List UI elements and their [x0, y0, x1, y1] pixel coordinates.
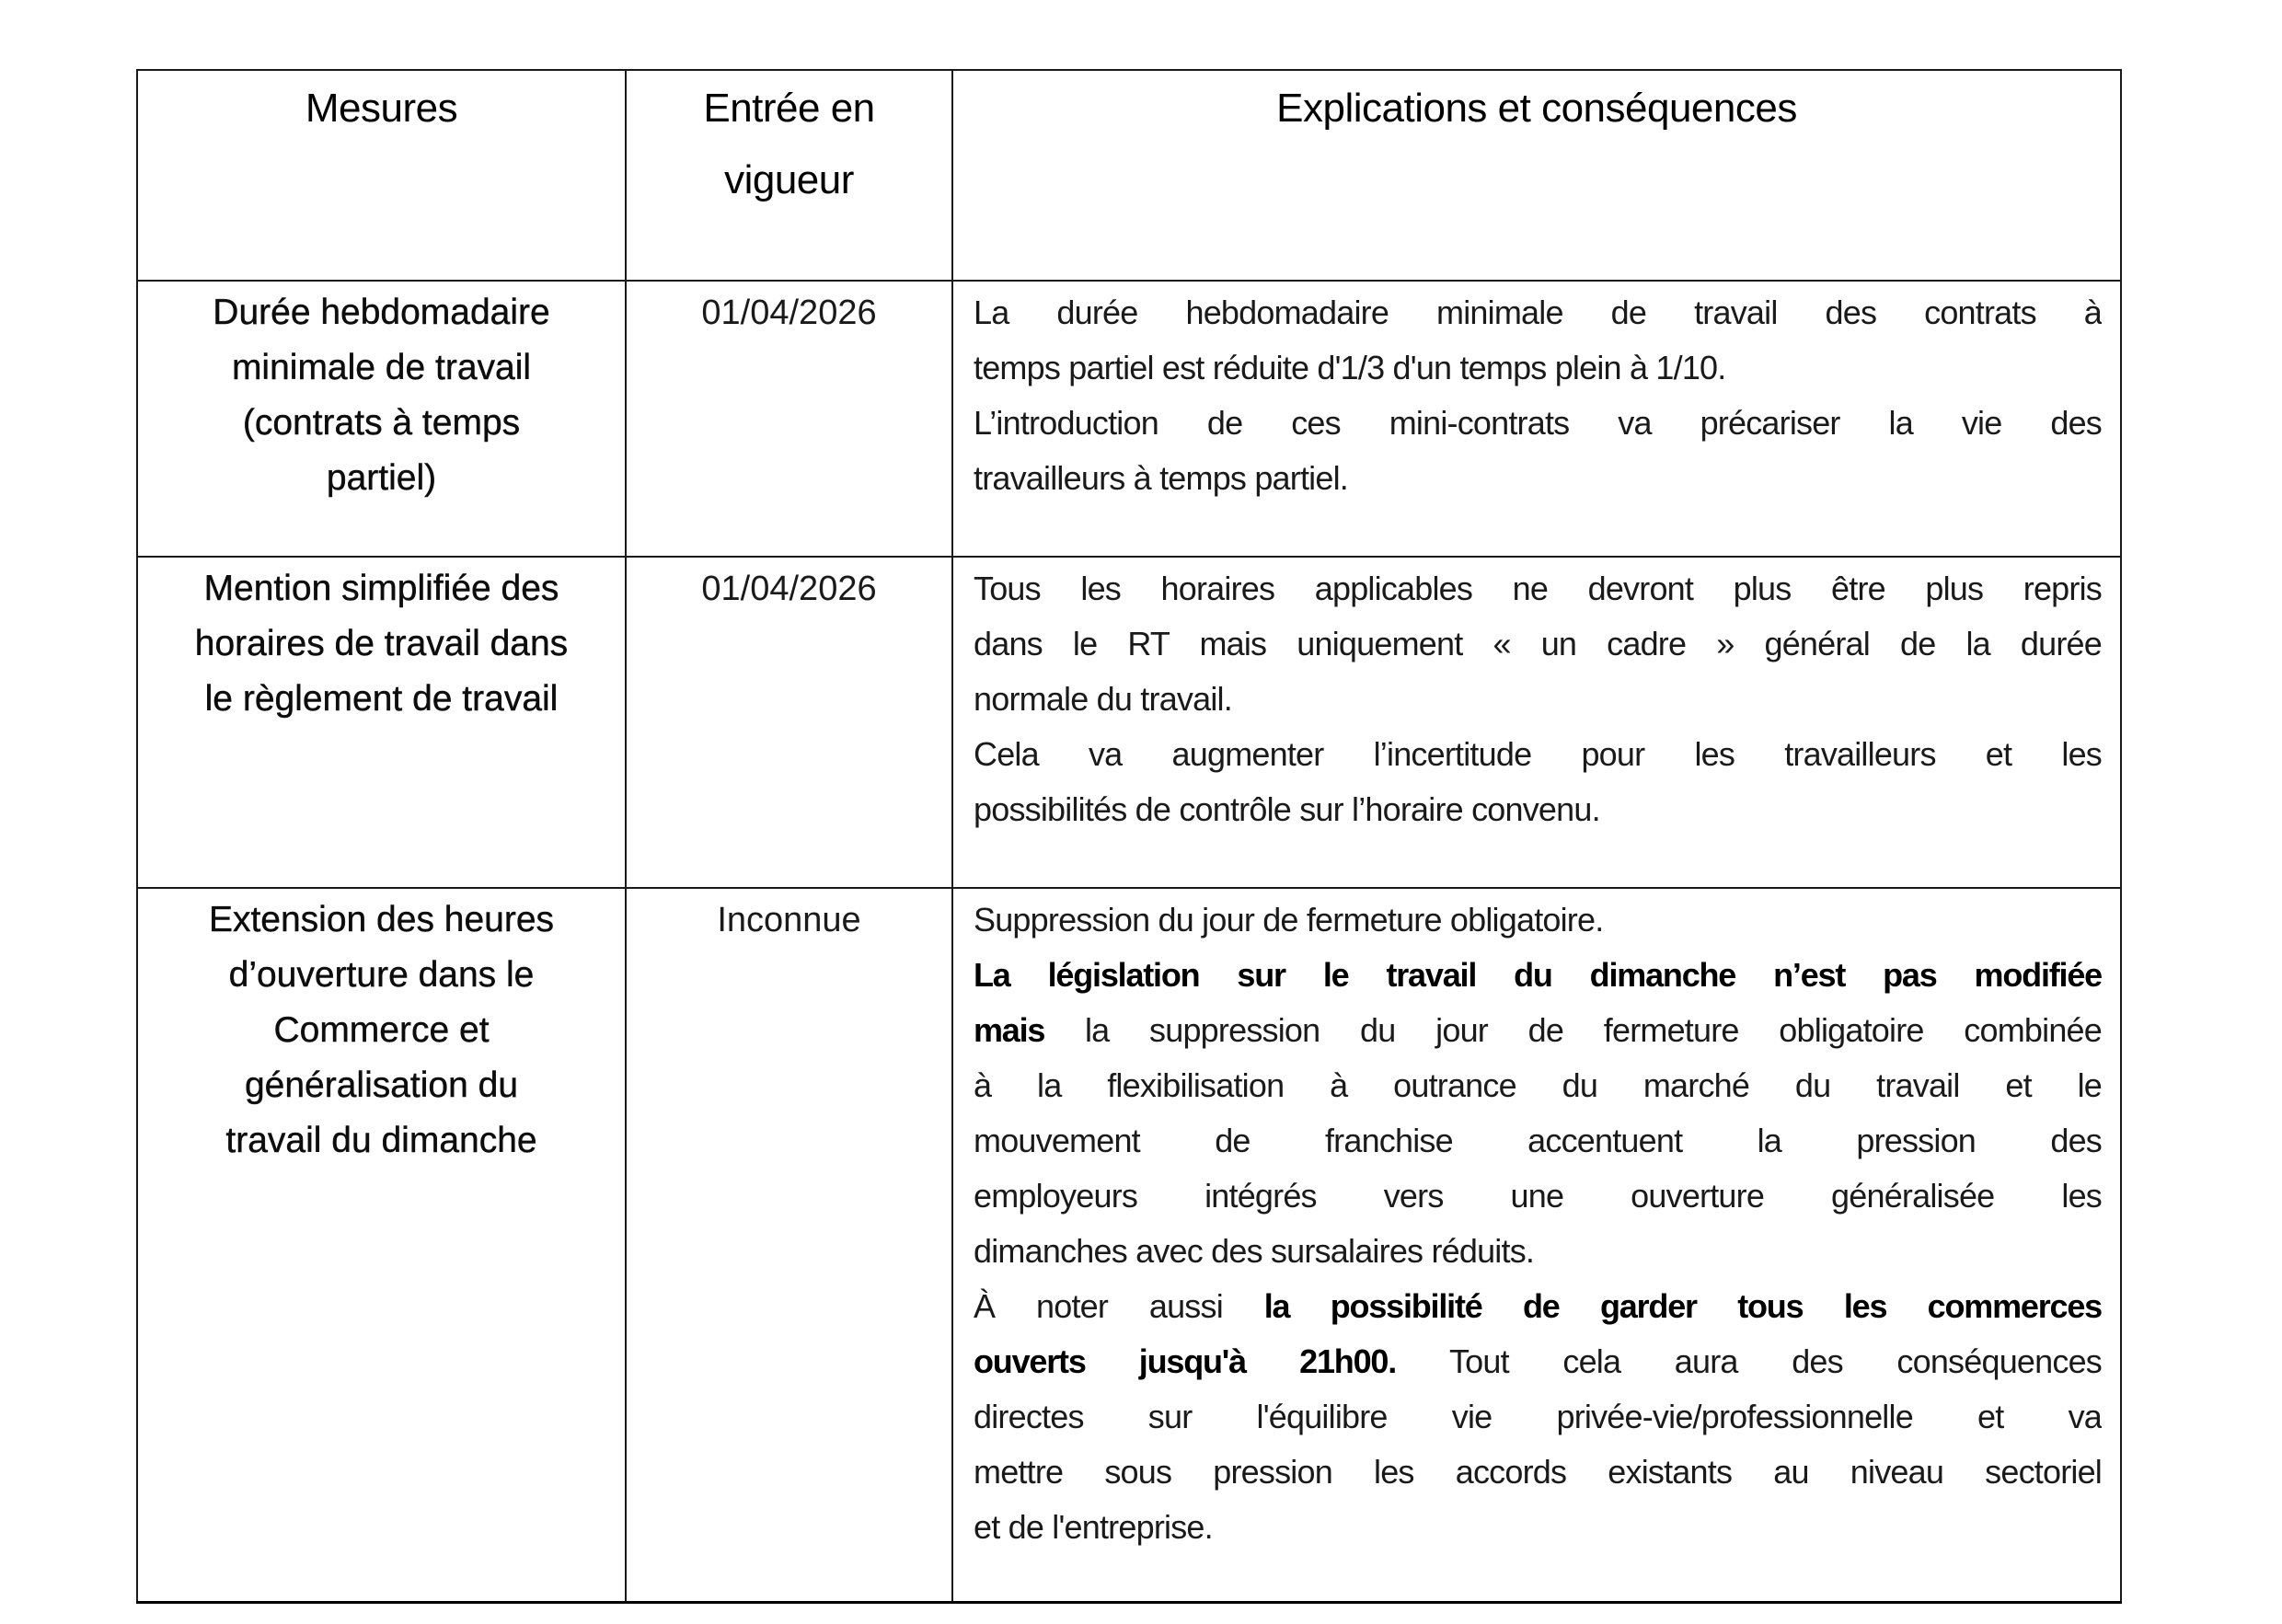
header-entry-line2: vigueur	[724, 157, 854, 202]
explanation-line	[974, 561, 2102, 616]
explanation-text: Tous les horaires applicables ne devront plus être plus repris	[974, 570, 2102, 607]
emphasized-text: mais	[974, 1011, 1045, 1049]
explanation-line	[974, 1334, 2102, 1389]
explanation-line	[974, 1113, 2102, 1169]
explanation-text: travailleurs à temps partiel.	[974, 459, 1348, 497]
explanation-line	[974, 1058, 2102, 1113]
measure-line: Commerce et	[273, 1010, 490, 1050]
emphasized-text: la possibilité de garder tous les commerces	[1263, 1287, 2102, 1325]
explanation-text: et de l'entreprise.	[974, 1508, 1213, 1546]
explanation-line	[974, 672, 2102, 727]
measure-line: travail du dimanche	[225, 1121, 537, 1160]
entry-date-cell	[626, 281, 952, 557]
explanation-line	[974, 285, 2102, 340]
measure-line: minimale de travail	[231, 348, 532, 387]
header-entry-into-force	[626, 70, 952, 281]
table-row	[137, 888, 2121, 1602]
header-entry-line1: Entrée en	[703, 86, 875, 131]
explanation-line	[974, 1500, 2102, 1555]
explanation-line	[974, 782, 2102, 837]
entry-date-cell	[626, 888, 952, 1602]
explanation-text: mettre sous pression les accords existants au niveau sectoriel	[974, 1453, 2102, 1491]
measure-cell	[137, 557, 626, 888]
explanation-text: Suppression du jour de fermeture obligatoire.	[974, 901, 1604, 939]
header-explanations	[952, 70, 2121, 281]
measure-line: Mention simplifiée des	[203, 569, 559, 608]
explanation-line	[974, 1224, 2102, 1279]
explanation-line	[974, 893, 2102, 948]
explanation-line	[974, 340, 2102, 396]
measure-line: partiel)	[326, 458, 437, 498]
table-header-row	[137, 70, 2121, 281]
measure-cell	[137, 281, 626, 557]
explanation-line	[974, 396, 2102, 451]
measures-table	[136, 69, 2122, 1604]
explanation-text: À noter aussi	[974, 1287, 1264, 1325]
explanation-text: temps partiel est réduite d'1/3 d'un temps plein à 1/10.	[974, 349, 1726, 386]
explanation-line	[974, 1279, 2102, 1334]
explanation-line	[974, 1445, 2102, 1500]
header-explanations-label: Explications et conséquences	[1276, 86, 1797, 131]
explanation-line	[974, 616, 2102, 672]
explanation-text: employeurs intégrés vers une ouverture généralisée les	[974, 1177, 2102, 1215]
header-measures-label: Mesures	[305, 86, 458, 131]
explanation-text: possibilités de contrôle sur l’horaire convenu.	[974, 790, 1600, 828]
measure-line: (contrats à temps	[242, 403, 521, 443]
measure-line: Durée hebdomadaire	[213, 293, 550, 332]
explanation-line	[974, 1169, 2102, 1224]
entry-date: Inconnue	[717, 901, 861, 939]
emphasized-text: La législation sur le travail du dimanche n’est pas modifiée	[974, 956, 2102, 994]
explanation-text: Tout cela aura des conséquences	[1396, 1342, 2102, 1380]
table-row	[137, 557, 2121, 888]
measure-line: horaires de travail dans	[194, 624, 569, 663]
explanation-text: La durée hebdomadaire minimale de travail des contrats à	[974, 294, 2102, 331]
measure-cell	[137, 888, 626, 1602]
explanation-text: directes sur l'équilibre vie privée-vie/professionnelle et va	[974, 1398, 2102, 1435]
measure-line: d’ouverture dans le	[228, 955, 535, 995]
measure-line: généralisation du	[244, 1065, 519, 1105]
explanation-text: L’introduction de ces mini-contrats va précariser la vie des	[974, 404, 2102, 442]
explanation-line	[974, 948, 2102, 1003]
measure-line: Extension des heures	[208, 900, 555, 939]
explanation-text: à la flexibilisation à outrance du marché du travail et le	[974, 1066, 2102, 1104]
entry-date: 01/04/2026	[701, 294, 877, 332]
explanation-cell	[952, 557, 2121, 888]
header-measures	[137, 70, 626, 281]
explanation-text: mouvement de franchise accentuent la pression des	[974, 1122, 2102, 1159]
explanation-text: normale du travail.	[974, 680, 1232, 718]
entry-date-cell	[626, 557, 952, 888]
explanation-line	[974, 451, 2102, 506]
explanation-text: Cela va augmenter l’incertitude pour les travailleurs et les	[974, 735, 2102, 773]
explanation-cell	[952, 281, 2121, 557]
emphasized-text: ouverts jusqu'à 21h00.	[974, 1342, 1397, 1380]
explanation-text: dimanches avec des sursalaires réduits.	[974, 1232, 1535, 1270]
explanation-line	[974, 1389, 2102, 1445]
explanation-cell	[952, 888, 2121, 1602]
explanation-line	[974, 1003, 2102, 1058]
measure-line: le règlement de travail	[204, 679, 559, 719]
explanation-text: dans le RT mais uniquement « un cadre » général de la durée	[974, 625, 2102, 662]
entry-date: 01/04/2026	[701, 570, 877, 608]
table-row	[137, 281, 2121, 557]
explanation-line	[974, 727, 2102, 782]
explanation-text: la suppression du jour de fermeture obligatoire combinée	[1044, 1011, 2102, 1049]
